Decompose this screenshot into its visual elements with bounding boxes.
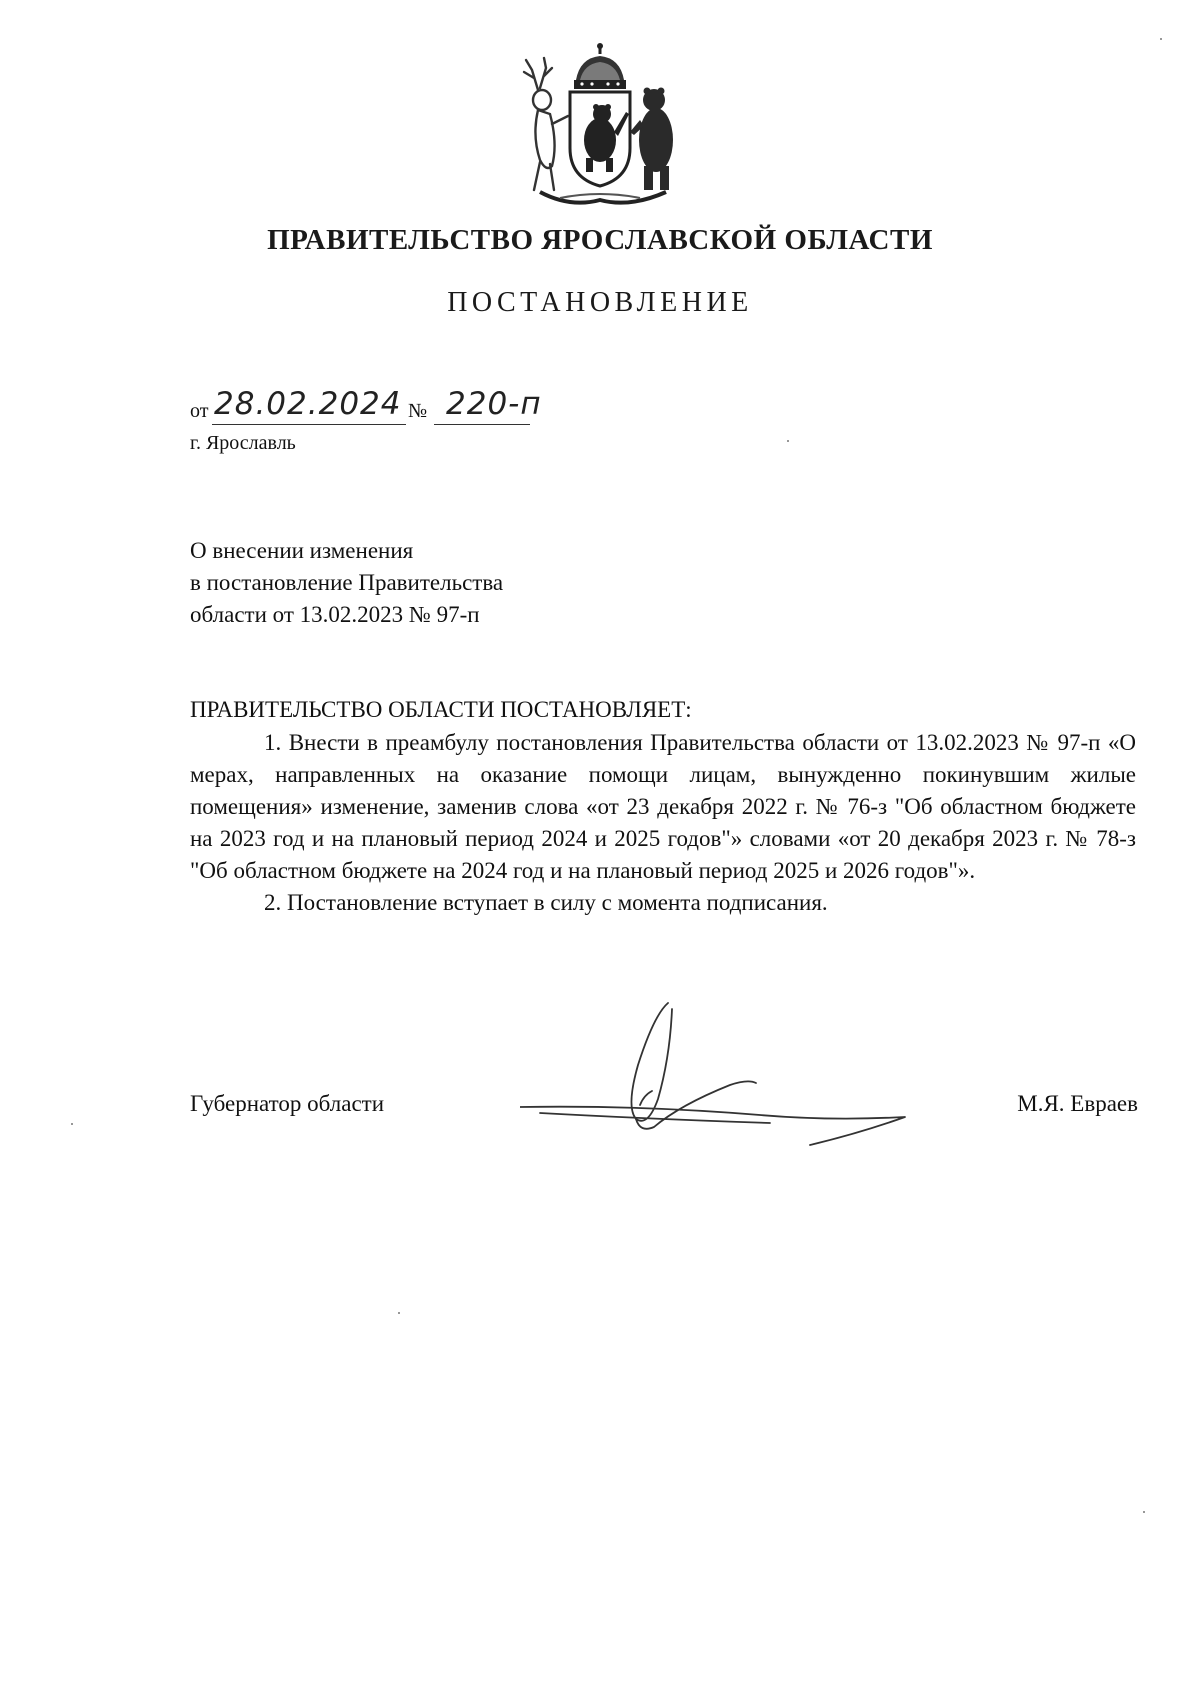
scan-speck — [71, 1123, 73, 1125]
scan-speck — [1160, 38, 1162, 40]
handwritten-number: 220-п — [446, 386, 542, 422]
document-body — [190, 727, 1136, 919]
signatory-position: Губернатор области — [190, 1091, 385, 1116]
handwritten-date: 28.02.2024 — [214, 386, 402, 422]
scan-speck — [1143, 1511, 1145, 1513]
city: г. Ярославль — [190, 432, 296, 454]
document-subject — [190, 535, 503, 631]
number-label: № — [408, 400, 428, 422]
organization-title: ПРАВИТЕЛЬСТВО ЯРОСЛАВСКОЙ ОБЛАСТИ — [267, 224, 933, 256]
scan-speck — [787, 440, 789, 442]
subject-line: О внесении изменения — [190, 538, 414, 563]
document-type: ПОСТАНОВЛЕНИЕ — [447, 287, 753, 318]
paragraph-1: 1. Внести в преамбулу постановления Правительства области от 13.02.2023 № 97-п «О мерах, направленных на оказание помощи лицам, вынужденно покинувшим жилые помещения» изменение, заменив слова «от 23 декабря 2022 г. № 76-з "Об областном бюджете на 2023 год и на плановый период 2024 и 2025 годов"» словами «от 20 декабря 2023 г. № 78-з "Об областном бюджете на 2024 год и на плановый период 2025 и 2026 годов"». — [190, 730, 1136, 883]
subject-line: области от 13.02.2023 № 97-п — [190, 602, 480, 627]
number-underline — [434, 424, 530, 425]
paragraph-2: 2. Постановление вступает в силу с момента подписания. — [264, 890, 828, 915]
from-label: от — [190, 400, 209, 422]
handwritten-signature-icon — [520, 995, 910, 1165]
decree-line: ПРАВИТЕЛЬСТВО ОБЛАСТИ ПОСТАНОВЛЯЕТ: — [190, 697, 692, 722]
subject-line: в постановление Правительства — [190, 570, 504, 595]
registration-line — [190, 386, 590, 426]
scan-speck — [398, 1312, 400, 1314]
date-underline — [212, 424, 406, 425]
signatory-name: М.Я. Евраев — [1017, 1091, 1138, 1116]
coat-of-arms-icon — [510, 40, 685, 208]
